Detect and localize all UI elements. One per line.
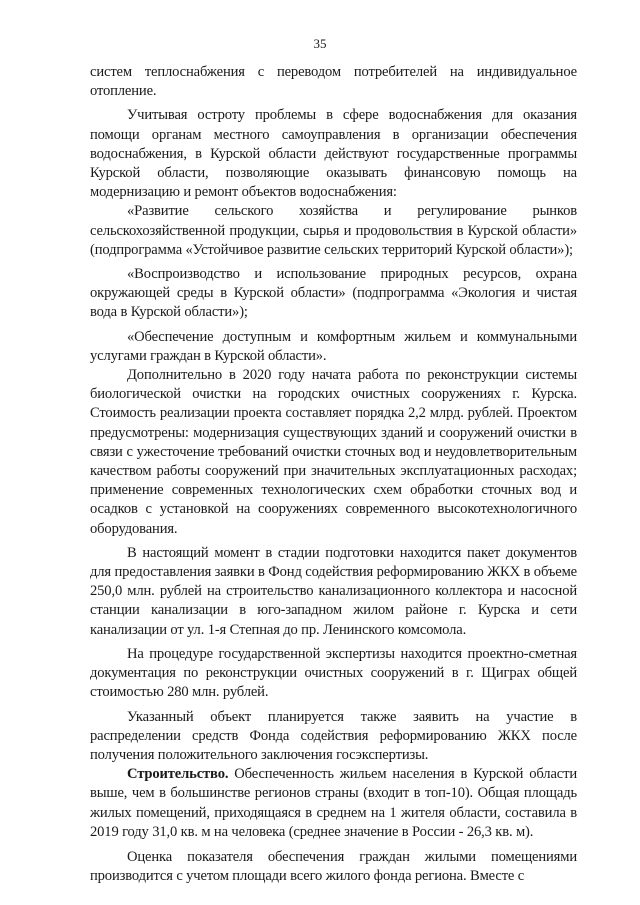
- paragraph-reconstruction-kursk: Дополнительно в 2020 году начата работа по реконструкции системы биологической очистки на городских очистных сооружениях г. Курска. Стоимость реализации проекта составляет порядка 2,2 млрд. рублей. Проектом предусмотрены: модернизация существующих зданий и сооружений очистки в связи с ужесточение требований очистки сточных вод и неудовлетворительным качеством работы сооружений при значительных эксплуатационных расходах; применение современных технологических схем обработки сточных вод и осадков с установкой на сооружениях современного высокотехнологичного оборудования.: [90, 367, 577, 537]
- paragraph-program-agriculture: «Развитие сельского хозяйства и регулирование рынков сельскохозяйственной продукции, сырья и продовольствия в Курской области» (подпрограмма «Устойчивое развитие сельских территорий Курской области»);: [90, 203, 577, 258]
- paragraph-expertise: На процедуре государственной экспертизы находится проектно-сметная документация по реконструкции очистных сооружений в г. Щиграх общей стоимостью 280 млн. рублей.: [90, 645, 577, 701]
- body-text: [90, 63, 577, 886]
- paragraph-heat-supply: систем теплоснабжения с переводом потребителей на индивидуальное отопление.: [90, 64, 577, 100]
- paragraph-fund-application: В настоящий момент в стадии подготовки находится пакет документов для предоставления заявки в Фонд содействия реформированию ЖКХ в объеме 250,0 млн. рублей на строительство канализационного коллектора и насосной станции канализации в юго-западном жилом районе г. Курска и сети канализации от ул. 1-я Степная до пр. Ленинского комсомола.: [90, 544, 577, 638]
- paragraph-program-housing: «Обеспечение доступным и комфортным жильем и коммунальными услугами граждан в Курской области».: [90, 328, 577, 364]
- construction-text: Обеспеченность жильем населения в Курской области выше, чем в большинстве регионов страны (входит в топ-10). Общая площадь жилых помещений, приходящаяся в среднем на 1 жителя области, составила в 2019 году 31,0 кв. м на человека (среднее значение в России - 26,3 кв. м).: [90, 766, 577, 840]
- construction-heading: Строительство.: [127, 766, 229, 783]
- paragraph-construction: [90, 765, 577, 842]
- page-number: 35: [313, 36, 327, 51]
- paragraph-program-ecology: «Воспроизводство и использование природных ресурсов, охрана окружающей среды в Курской области» (подпрограмма «Экология и чистая вода в Курской области»);: [90, 266, 577, 321]
- paragraph-fund-participation: Указанный объект планируется также заявить на участие в распределении средств Фонда содействия реформированию ЖКХ после получения положительного заключения госэкспертизы.: [90, 708, 577, 763]
- paragraph-housing-assessment: Оценка показателя обеспечения граждан жилыми помещениями производится с учетом площади всего жилого фонда региона. Вместе с: [90, 848, 577, 885]
- paragraph-water-supply-programs: Учитывая остроту проблемы в сфере водоснабжения для оказания помощи органам местного самоуправления в организации обеспечения водоснабжения, в Курской области действуют государственные программы Курской области, позволяющие оказывать финансовую помощь на модернизацию и ремонт объектов водоснабжения:: [90, 107, 577, 201]
